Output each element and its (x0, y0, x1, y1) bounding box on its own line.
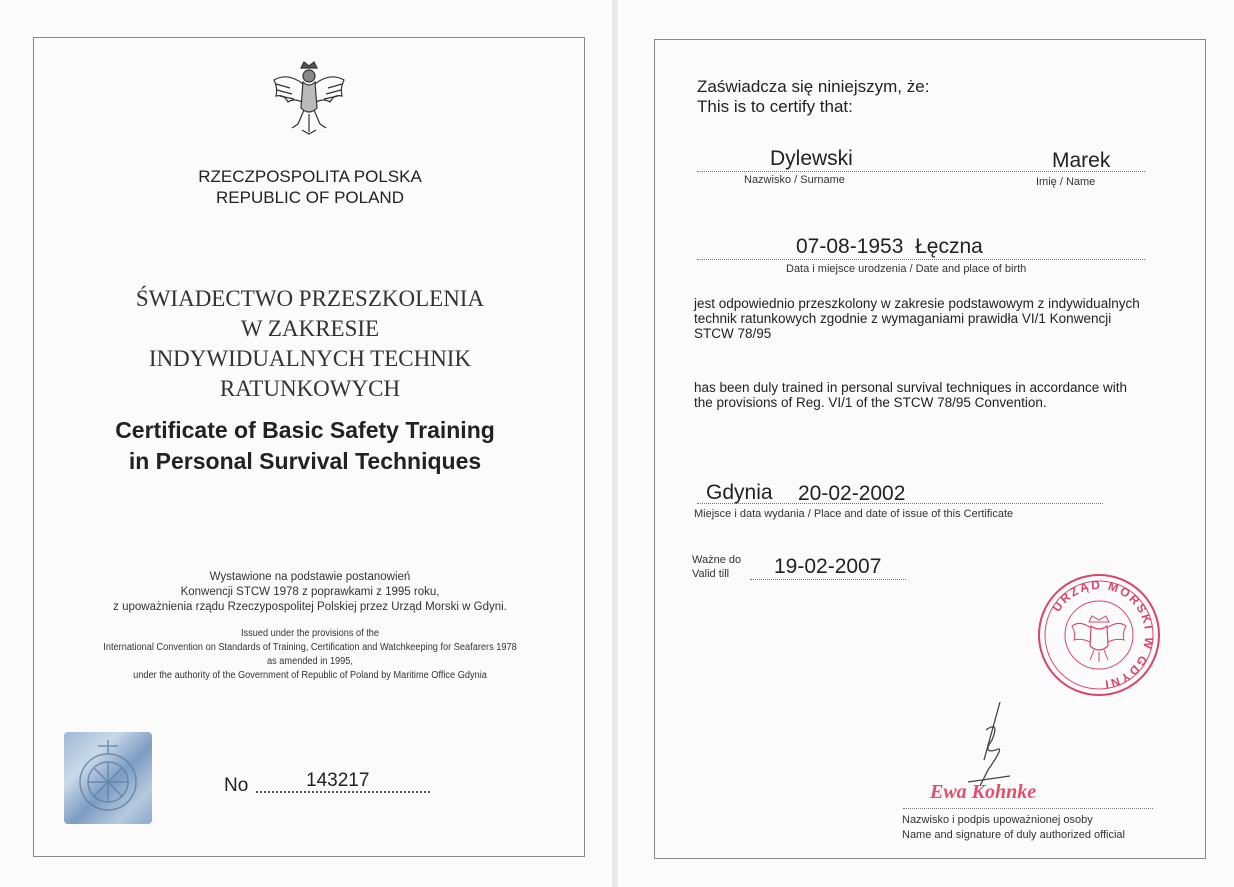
statement-en-line: has been duly trained in personal survival techniques in accordance with (694, 380, 1128, 395)
right-page-border (654, 39, 1206, 859)
signature-label-en: Name and signature of duly authorized official (902, 829, 1125, 841)
issue-date: 20-02-2002 (798, 482, 906, 505)
issue-label: Miejsce i data wydania / Place and date of issue of this Certificate (694, 508, 1014, 520)
stamp-text: URZĄD MORSKI W GDYNI (1049, 577, 1157, 692)
certificate-number: 143217 (306, 770, 370, 791)
intro-text (697, 77, 929, 117)
issued-pl-line: z upoważnienia rządu Rzeczypospolitej Polskiej przez Urząd Morski w Gdyni. (113, 601, 507, 613)
name-value: Marek (1052, 149, 1111, 172)
surname-value: Dylewski (770, 147, 853, 170)
issued-pl-line: Wystawione na podstawie postanowień (209, 571, 411, 583)
valid-label-en: Valid till (692, 568, 730, 580)
statement-pl (694, 296, 1194, 341)
certificate-right-page (618, 0, 1234, 887)
valid-label-pl: Ważne do (692, 554, 742, 566)
intro-en: This is to certify that: (697, 97, 853, 116)
birth-label: Data i miejsce urodzenia / Date and place of birth (786, 263, 1027, 275)
country-name (120, 166, 500, 208)
name-label: Imię / Name (1036, 176, 1096, 188)
certificate-title-en (60, 415, 550, 477)
issued-pl-line: Konwencji STCW 1978 z poprawkami z 1995 roku, (180, 586, 440, 598)
country-name-pl: RZECZPOSPOLITA POLSKA (198, 167, 422, 186)
certificate-title-pl (60, 284, 560, 404)
title-en-line: in Personal Survival Techniques (128, 448, 482, 474)
title-en-line: Certificate of Basic Safety Training (115, 417, 495, 443)
issued-en-line: International Convention on Standards of Training, Certification and Watchkeeping for Seafarers 1978 (103, 642, 517, 653)
certificate-number-label: No (224, 775, 249, 796)
maritime-office-stamp-icon (1036, 572, 1162, 698)
surname-label: Nazwisko / Surname (744, 174, 845, 186)
title-pl-line: ŚWIADECTWO PRZESZKOLENIA (135, 286, 485, 311)
certificate-left-page (0, 0, 612, 887)
statement-pl-line: STCW 78/95 (694, 326, 772, 341)
signature-stroke-icon (960, 700, 1030, 790)
signature-label-pl: Nazwisko i podpis upoważnionej osoby (902, 814, 1093, 826)
signature-line (903, 807, 1153, 809)
intro-pl: Zaświadcza się niniejszym, że: (697, 77, 930, 96)
birth-value: 07-08-1953 Łęczna (796, 235, 983, 258)
valid-label (692, 553, 741, 581)
statement-pl-line: technik ratunkowych zgodnie z wymaganiami prawidła VI/1 Konwencji (694, 311, 1112, 326)
statement-pl-line: jest odpowiednio przeszkolony w zakresie podstawowym z indywidualnych (694, 296, 1140, 311)
country-name-en: REPUBLIC OF POLAND (216, 188, 404, 207)
issued-en-line: Issued under the provisions of the (240, 628, 380, 639)
title-pl-line: INDYWIDUALNYCH TECHNIK (148, 346, 472, 371)
issue-place: Gdynia (706, 481, 773, 504)
signature-label (902, 813, 1125, 843)
statement-en (694, 380, 1194, 410)
issued-en-line: as amended in 1995, (267, 656, 353, 667)
signatory-name: Ewa Kohnke (930, 781, 1037, 803)
valid-date: 19-02-2007 (774, 555, 882, 578)
issued-provisions-en (62, 627, 559, 683)
maritime-hologram-icon (64, 732, 152, 824)
issued-provisions-pl (60, 570, 560, 615)
statement-en-line: the provisions of Reg. VI/1 of the STCW 78/95 Convention. (694, 395, 1047, 410)
title-pl-line: W ZAKRESIE (240, 316, 380, 341)
issued-en-line: under the authority of the Government of Republic of Poland by Maritime Office Gdynia (133, 670, 487, 681)
polish-eagle-emblem-icon (268, 58, 350, 140)
title-pl-line: RATUNKOWYCH (219, 376, 401, 401)
